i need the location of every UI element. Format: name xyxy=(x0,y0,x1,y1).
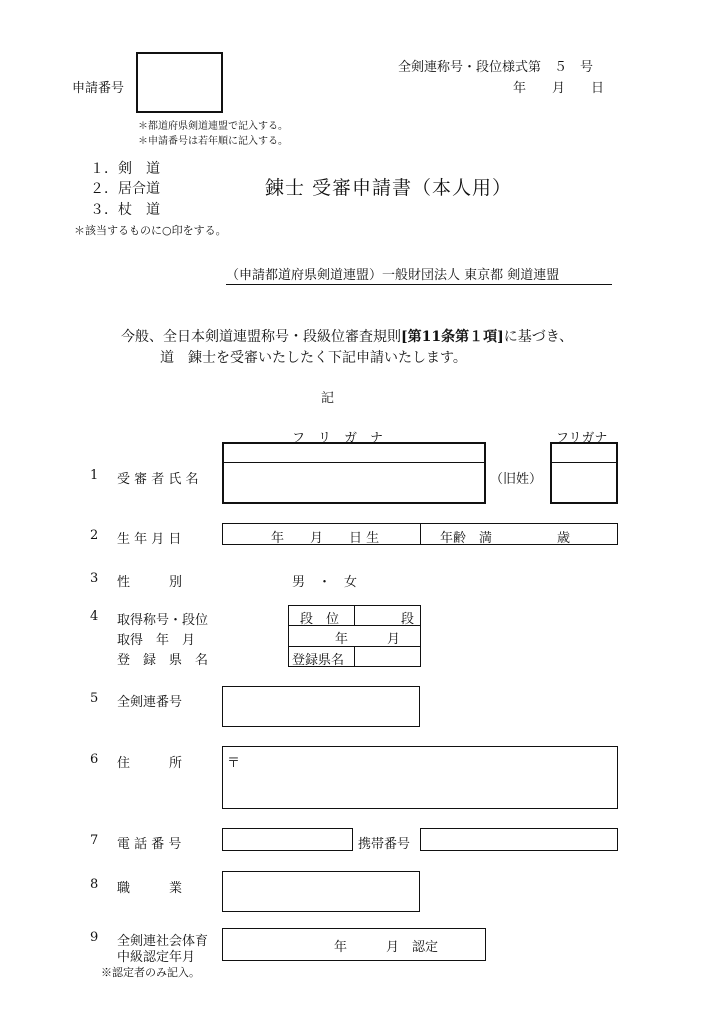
rank-col-divider-1 xyxy=(354,606,355,625)
dan-unit: 段 xyxy=(401,612,415,627)
field-no-4: 4 xyxy=(90,609,99,624)
rank-pref-label: 登 録 県 名 xyxy=(117,653,209,668)
form-number: 全剣連称号・段位様式第 ５ 号 xyxy=(398,60,594,75)
old-name-label: （旧姓） xyxy=(490,472,543,487)
furigana-label: フ リ ガ ナ xyxy=(292,431,384,446)
field-no-1: 1 xyxy=(90,468,99,483)
field-no-6: 6 xyxy=(90,752,99,767)
application-number-label: 申請番号 xyxy=(72,81,125,96)
sports-label-1: 全剣連社会体育 xyxy=(117,934,209,949)
discipline-jodo: ３．杖 道 xyxy=(90,202,160,218)
age-text: 年齢 満 歳 xyxy=(440,531,571,546)
field-no-5: 5 xyxy=(90,691,99,706)
rank-year-month: 年 月 xyxy=(335,632,401,647)
sports-label-2: 中級認定年月 xyxy=(117,950,196,965)
job-input[interactable] xyxy=(222,871,420,912)
postal-mark: 〒 xyxy=(227,756,241,771)
birth-date-text: 年 月 日 生 xyxy=(271,531,380,546)
field-no-3: 3 xyxy=(90,571,99,586)
page-title: 錬士 受審申請書（本人用） xyxy=(265,177,513,199)
sports-cert-text: 年 月 認定 xyxy=(334,940,439,955)
field-no-8: 8 xyxy=(90,877,99,892)
header-note-1: ＊都道府県剣道連盟で記入する。 xyxy=(138,121,288,132)
field-no-2: 2 xyxy=(90,528,99,543)
address-input[interactable] xyxy=(222,746,618,809)
name-label: 受 審 者 氏 名 xyxy=(117,472,199,487)
rank-date-label: 取得 年 月 xyxy=(117,633,196,648)
pref-input[interactable] xyxy=(356,647,420,666)
address-label: 住 所 xyxy=(117,756,183,771)
birth-divider xyxy=(420,523,421,545)
phone-input[interactable] xyxy=(222,828,353,851)
sports-cert-note: ※認定者のみ記入。 xyxy=(101,966,200,979)
application-number-box[interactable] xyxy=(136,52,223,113)
sex-options[interactable]: 男 ・ 女 xyxy=(292,575,358,590)
dan-label: 段 位 xyxy=(300,612,340,627)
intro-text-c: に基づき、 xyxy=(503,329,574,345)
discipline-note: ＊該当するものに○印をする。 xyxy=(74,224,227,237)
sex-label: 性 別 xyxy=(117,575,183,590)
member-no-label: 全剣連番号 xyxy=(117,695,183,710)
intro-rule-ref: [第11条第１項] xyxy=(401,329,504,345)
rank-label: 取得称号・段位 xyxy=(117,613,209,628)
date-line: 年 月 日 xyxy=(513,81,605,96)
ki-heading: 記 xyxy=(321,391,335,406)
furigana-input[interactable] xyxy=(223,443,485,463)
header-note-2: ＊申請番号は若年順に記入する。 xyxy=(138,136,288,147)
discipline-kendo: １．剣 道 xyxy=(90,161,160,177)
intro-line-1 xyxy=(121,326,573,346)
rank-col-divider-2 xyxy=(354,646,355,666)
field-no-9: 9 xyxy=(90,930,99,945)
mobile-label: 携帯番号 xyxy=(358,837,411,852)
field-no-7: 7 xyxy=(90,833,99,848)
name-input[interactable] xyxy=(223,464,485,503)
old-name-divider xyxy=(551,462,617,463)
birth-label: 生 年 月 日 xyxy=(117,532,182,547)
pref-label: 登録県名 xyxy=(292,653,345,668)
phone-label: 電 話 番 号 xyxy=(117,837,182,852)
federation-line: （申請都道府県剣道連盟）一般財団法人 東京都 剣道連盟 xyxy=(226,264,612,285)
old-name-field[interactable] xyxy=(550,442,618,504)
job-label: 職 業 xyxy=(117,881,183,896)
intro-text-a: 今般、全日本剣道連盟称号・段級位審査規則 xyxy=(121,329,401,345)
discipline-iaido: ２．居合道 xyxy=(90,181,160,197)
member-no-input[interactable] xyxy=(222,686,420,727)
intro-line-2: 道 錬士を受審いたしたく下記申請いたします。 xyxy=(160,350,467,366)
old-furigana-label: フリガナ xyxy=(556,431,608,446)
mobile-input[interactable] xyxy=(420,828,618,851)
